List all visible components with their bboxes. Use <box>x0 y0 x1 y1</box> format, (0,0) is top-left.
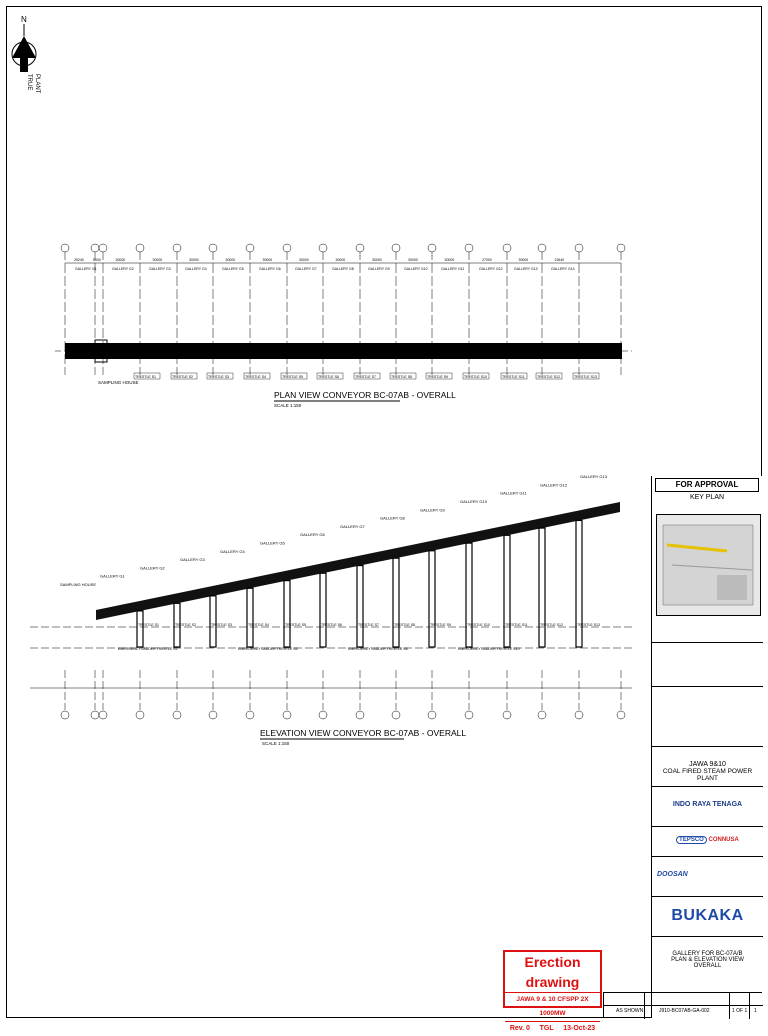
plan-dimension: 30000 <box>335 258 346 262</box>
plan-grid-bubble <box>246 244 254 252</box>
plan-grid-bubble <box>538 244 546 252</box>
elevation-grid-bubble <box>246 711 254 719</box>
plan-gallery-label: GALLERY G2 <box>112 267 134 271</box>
plan-view-scale: SCALE 1:150 <box>274 403 302 408</box>
plan-gallery-label: GALLERY G1 <box>75 267 97 271</box>
plan-gallery-label: GALLERY G5 <box>222 267 244 271</box>
elevation-gallery-label: GALLERY G9 <box>420 507 445 513</box>
stamp-title: Erection drawing <box>505 952 600 993</box>
owner-logo: INDO RAYA TENAGA <box>672 801 743 808</box>
plan-dimension: 5000 <box>93 258 101 262</box>
elevation-grid-bubble <box>99 711 107 719</box>
plan-gallery-label: GALLERY G6 <box>259 267 281 271</box>
plan-trestle-label: TRESTLE S2 <box>172 375 194 379</box>
elevation-grid-bubble <box>428 711 436 719</box>
plan-dimension: 30000 <box>408 258 418 262</box>
plan-trestle-label: TRESTLE S9 <box>427 375 449 379</box>
plan-dimension: 30000 <box>115 258 126 262</box>
drawing-title-2: PLAN & ELEVATION VIEW <box>671 957 744 963</box>
elevation-conveyor-truss <box>96 502 620 620</box>
plan-grid-bubble <box>575 244 583 252</box>
plan-gallery-label: GALLERY G8 <box>332 267 354 271</box>
plan-grid-bubble <box>319 244 327 252</box>
plan-trestle-label: TRESTLE S10 <box>464 375 487 379</box>
plan-trestle-label: TRESTLE S3 <box>208 375 230 379</box>
plan-gallery-label: GALLERY G7 <box>295 267 317 271</box>
plan-trestle-label: TRESTLE S11 <box>502 375 525 379</box>
key-plan-image <box>656 514 761 616</box>
elevation-gallery-label: GALLERY G7 <box>340 523 365 529</box>
plan-view-drawing <box>0 230 650 430</box>
plan-gallery-label: GALLERY G10 <box>404 267 428 271</box>
elevation-gallery-label: GALLERY G6 <box>300 532 325 538</box>
plan-dimension: 30000 <box>372 258 382 262</box>
contractor-logo: BUKAKA <box>671 907 744 924</box>
elevation-gallery-label: GALLERY G12 <box>540 482 567 488</box>
elevation-gallery-label: GALLERY G10 <box>460 499 487 504</box>
north-true-label: TRUE <box>26 74 32 91</box>
owner-cell <box>652 786 763 826</box>
elevation-trestle-column <box>210 596 216 647</box>
elevation-view-drawing <box>0 470 650 760</box>
plan-grid-bubble <box>209 244 217 252</box>
drawing-title-3: OVERALL <box>693 963 722 969</box>
plan-grid-bubble <box>99 244 107 252</box>
elevation-grid-bubble <box>465 711 473 719</box>
elevation-trestle-label: TRESTLE S7 <box>358 623 380 627</box>
elevation-view-scale: SCALE 1:150 <box>262 741 290 746</box>
plan-grid-bubble <box>465 244 473 252</box>
north-arrow-icon <box>8 8 48 98</box>
plan-dimension: 30000 <box>262 258 273 262</box>
erection-stamp <box>503 950 602 1032</box>
plan-dimension: 22640 <box>554 258 565 262</box>
plan-dimension: 30000 <box>299 258 309 262</box>
partner1-logo: TEPSCO <box>676 836 707 844</box>
scale-value: AS SHOWN <box>616 1008 644 1014</box>
elevation-trestle-label: TRESTLE S3 <box>211 623 233 627</box>
elevation-grid-bubble <box>209 711 217 719</box>
elevation-view-title: ELEVATION VIEW CONVEYOR BC-07AB - OVERALL <box>260 728 467 738</box>
plan-gallery-label: GALLERY G4 <box>185 267 207 271</box>
elevation-grid-bubble <box>575 711 583 719</box>
elevation-trestle-column <box>429 551 435 647</box>
plan-trestle-label: TRESTLE S5 <box>282 375 304 379</box>
stamp-date: 13-Oct-23 <box>563 1025 596 1032</box>
plan-gallery-label: GALLERY G11 <box>441 267 465 271</box>
revision-number: 1 <box>754 1008 757 1014</box>
north-plant-label: PLANT <box>34 74 40 94</box>
elevation-grid-bubble <box>319 711 327 719</box>
title-block <box>651 476 762 1018</box>
elevation-trestle-label: TRESTLE S12 <box>540 623 563 627</box>
project-name-cell <box>652 746 763 786</box>
elevation-trestle-column <box>247 588 253 647</box>
plan-sampling-house-label: SAMPLING HOUSE <box>98 380 139 385</box>
drawing-title-1: GALLERY FOR BC-07A/B <box>672 951 743 957</box>
elevation-grid-bubble <box>91 711 99 719</box>
elevation-gallery-label: GALLERY G4 <box>220 548 245 554</box>
elevation-gallery-label: GALLERY G1 <box>100 573 125 579</box>
elevation-gallery-label: GALLERY G11 <box>500 490 527 496</box>
plan-dimension: 30000 <box>189 258 199 262</box>
elevation-gallery-label: GALLERY G2 <box>140 565 165 571</box>
elevation-grid-bubble <box>538 711 546 719</box>
plan-view-title: PLAN VIEW CONVEYOR BC-07AB - OVERALL <box>274 390 456 400</box>
drawing-info-bar <box>603 992 762 1018</box>
contractor-cell <box>652 896 763 936</box>
project-line2: COAL FIRED STEAM POWER PLANT <box>662 768 753 782</box>
plan-grid-bubble <box>392 244 400 252</box>
plan-dimension: 27000 <box>482 258 492 262</box>
plan-dimension: 30000 <box>518 258 529 262</box>
elevation-trestle-label: TRESTLE S9 <box>430 623 452 627</box>
plan-trestle-label: TRESTLE S1 <box>135 375 157 379</box>
key-plan-title: KEY PLAN <box>689 494 725 501</box>
elevation-trestle-column <box>466 543 472 647</box>
elevation-trestle-column <box>504 535 510 647</box>
plan-dimension: 30000 <box>225 258 236 262</box>
partner2-logo: CONNUSA <box>708 837 739 843</box>
plan-trestle-label: TRESTLE S8 <box>391 375 413 379</box>
elevation-trestle-column <box>137 611 143 647</box>
elevation-gallery-label: GALLERY G3 <box>180 557 205 563</box>
plan-grid-bubble <box>503 244 511 252</box>
elevation-trestle-label: TRESTLE S4 <box>248 623 270 627</box>
partner3-logo: DOOSAN <box>657 871 688 878</box>
plan-grid-bubble <box>356 244 364 252</box>
plan-gallery-label: GALLERY G13 <box>514 267 538 271</box>
elevation-trestle-label: TRESTLE S8 <box>394 623 416 627</box>
elevation-trestle-label: TRESTLE S6 <box>321 623 343 627</box>
elevation-grid-bubble <box>356 711 364 719</box>
elevation-grid-bubble <box>173 711 181 719</box>
elevation-grid-bubble <box>136 711 144 719</box>
elevation-trestle-label: TRESTLE S13 <box>577 623 600 627</box>
contractor-partner-cell <box>652 856 763 896</box>
elevation-trestle-label: TRESTLE S1 <box>138 623 160 627</box>
sheet-number: 1 OF 1 <box>732 1008 748 1014</box>
stamp-by: TGL <box>539 1025 554 1032</box>
elevation-trestle-column <box>393 558 399 647</box>
plan-trestle-label: TRESTLE S12 <box>537 375 560 379</box>
elevation-grid-bubble <box>283 711 291 719</box>
elevation-trestle-column <box>284 581 290 647</box>
elevation-ladder-label: EMERGENCY LADDER TRESTLE S5 <box>238 647 298 651</box>
plan-trestle-label: TRESTLE S4 <box>245 375 267 379</box>
elevation-trestle-column <box>357 566 363 647</box>
stamp-subtitle: JAWA 9 & 10 CFSPP 2X 1000MW <box>505 993 600 1022</box>
elevation-trestle-label: TRESTLE S2 <box>175 623 197 627</box>
stamp-rev: Rev. 0 <box>509 1025 530 1032</box>
plan-grid-bubble <box>283 244 291 252</box>
north-letter: N <box>21 15 27 24</box>
elevation-grid-bubble <box>392 711 400 719</box>
plan-grid-bubble <box>173 244 181 252</box>
plan-trestle-label: TRESTLE S13 <box>574 375 597 379</box>
project-line1: JAWA 9&10 <box>689 761 726 768</box>
plan-dimension: 25240 <box>74 258 84 262</box>
partner-cell <box>652 826 763 856</box>
approval-status: FOR APPROVAL <box>655 478 759 492</box>
plan-grid-bubble <box>136 244 144 252</box>
elevation-ladder-label: EMERGENCY LADDER TRESTLE S2 <box>118 647 178 651</box>
elevation-trestle-label: TRESTLE S5 <box>285 623 307 627</box>
elevation-ladder-label: EMERGENCY LADDER TRESTLE S10 <box>458 647 520 651</box>
plan-grid-bubble <box>61 244 69 252</box>
elevation-trestle-column <box>576 520 582 647</box>
elevation-grid-bubble <box>503 711 511 719</box>
elevation-trestle-column <box>539 528 545 647</box>
elevation-trestle-column <box>320 573 326 647</box>
elevation-gallery-label: GALLERY G5 <box>260 540 285 546</box>
plan-dimension: 30000 <box>152 258 163 262</box>
plan-gallery-label: GALLERY G9 <box>368 267 390 271</box>
elevation-gallery-label: SAMPLING HOUSE <box>60 582 97 587</box>
plan-grid-bubble <box>91 244 99 252</box>
plan-trestle-label: TRESTLE S7 <box>355 375 377 379</box>
plan-grid-bubble <box>617 244 625 252</box>
elevation-gallery-label: GALLERY G13 <box>580 474 607 480</box>
plan-gallery-label: GALLERY G12 <box>479 267 503 271</box>
drawing-title-cell <box>652 936 763 992</box>
plan-gallery-label: GALLERY G3 <box>149 267 171 271</box>
elevation-ladder-label: EMERGENCY LADDER TRESTLE S8 <box>348 647 408 651</box>
plan-gallery-label: GALLERY G14 <box>551 267 575 271</box>
drawing-number: J910-BC07AB-GA-002 <box>659 1008 710 1014</box>
elevation-grid-bubble <box>61 711 69 719</box>
elevation-trestle-label: TRESTLE S11 <box>505 623 528 627</box>
elevation-trestle-label: TRESTLE S10 <box>467 623 490 627</box>
elevation-gallery-label: GALLERY G8 <box>380 515 405 521</box>
elevation-grid-bubble <box>617 711 625 719</box>
plan-dimension: 30000 <box>444 258 455 262</box>
plan-grid-bubble <box>428 244 436 252</box>
plan-trestle-label: TRESTLE S6 <box>318 375 340 379</box>
